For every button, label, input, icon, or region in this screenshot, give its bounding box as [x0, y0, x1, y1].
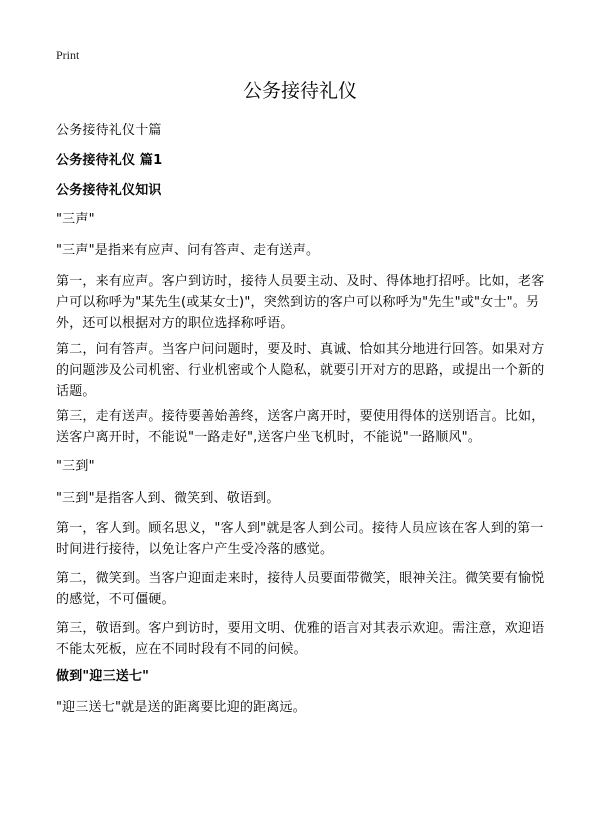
second-arrival-paragraph: 第二，微笑到。当客户迎面走来时，接待人员要面带微笑，眼神关注。微笑要有愉悦的感觉，不可僵硬。	[56, 571, 545, 607]
three-arrivals-definition: "三到"是指客人到、微笑到、敬语到。	[56, 491, 280, 506]
first-sound-paragraph: 第一，来有应声。客户到访时，接待人员要主动、及时、得体地打招呼。比如，老客户可以称呼为"某先生(或某女士)"，突然到访的客户可以称呼为"先生"或"女士"。另外，还可以根据对方的职位选择称呼语。	[56, 274, 545, 331]
three-sounds-definition: "三声"是指来有应声、问有答声、走有送声。	[56, 243, 320, 258]
three-arrivals-label: "三到"	[56, 459, 95, 474]
second-sound-paragraph: 第二，问有答声。当客户问问题时，要及时、真诚、恰如其分地进行回答。如果对方的问题涉及公司机密、行业机密或个人隐私，就要引开对方的思路，或提出一个新的话题。	[56, 342, 545, 399]
third-sound-paragraph: 第三，走有送声。接待要善始善终，送客户离开时，要使用得体的送别语言。比如，送客户离开时，不能说"一路走好",送客户坐飞机时，不能说"一路顺风"。	[56, 409, 545, 445]
knowledge-heading: 公务接待礼仪知识	[56, 183, 162, 198]
welcome-definition: "迎三送七"就是送的距离要比迎的距离远。	[56, 700, 306, 715]
print-link[interactable]: Print	[56, 48, 80, 62]
first-arrival-paragraph: 第一，客人到。顾名思义，"客人到"就是客人到公司。接待人员应该在客人到的第一时间进行接待，以免让客户产生受冷落的感觉。	[56, 521, 544, 557]
welcome-heading: 做到"迎三送七"	[56, 669, 150, 684]
third-arrival-paragraph: 第三，敬语到。客户到访时，要用文明、优雅的语言对其表示欢迎。需注意，欢迎语不能太死板，应在不同时段有不同的问候。	[56, 621, 545, 657]
document-subtitle: 公务接待礼仪十篇	[56, 123, 162, 138]
page-title: 公务接待礼仪	[242, 80, 357, 102]
three-sounds-label: "三声"	[56, 212, 95, 227]
section-heading: 公务接待礼仪 篇1	[56, 153, 163, 168]
